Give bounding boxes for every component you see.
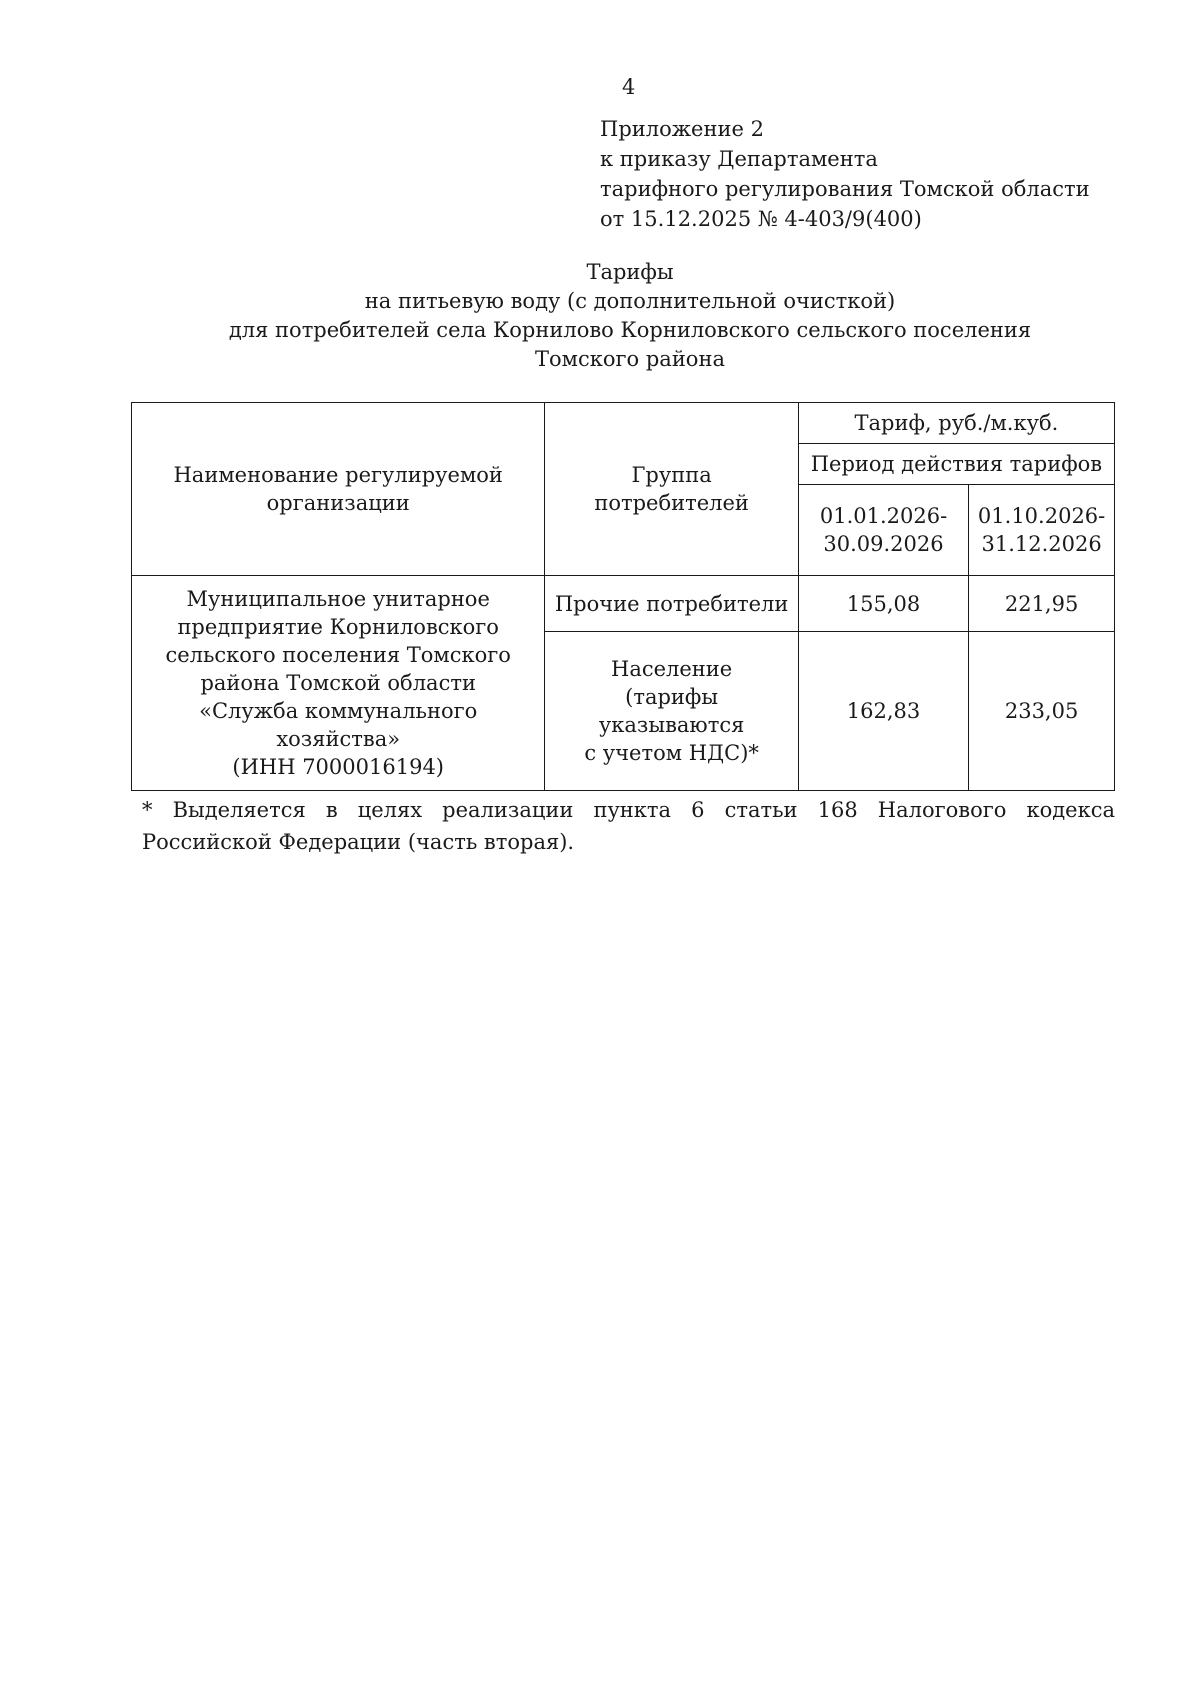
appendix-reference bbox=[600, 114, 1090, 234]
page-number: 4 bbox=[622, 75, 636, 99]
header-period-1: 01.01.2026- 30.09.2026 bbox=[798, 485, 968, 576]
appendix-line: к приказу Департамента bbox=[600, 147, 878, 171]
title-line: для потребителей села Корнилово Корниловского сельского поселения bbox=[228, 318, 1032, 342]
table-header-row bbox=[132, 403, 1115, 444]
title-line: Тарифы bbox=[586, 260, 674, 284]
header-tariff-unit: Тариф, руб./м.куб. bbox=[798, 403, 1114, 444]
cell-organization: Муниципальное унитарное предприятие Корниловского сельского поселения Томского района Томской области «Служба коммунального хозяйства» (ИНН 7000016194) bbox=[132, 576, 545, 791]
appendix-line: тарифного регулирования Томской области bbox=[600, 177, 1090, 201]
cell-consumer-group: Население (тарифы указываются с учетом НДС)* bbox=[545, 632, 798, 791]
appendix-line: Приложение 2 bbox=[600, 117, 764, 141]
header-organization: Наименование регулируемой организации bbox=[132, 403, 545, 576]
tariff-table bbox=[131, 402, 1115, 791]
cell-tariff-period-1: 155,08 bbox=[798, 576, 968, 632]
header-period: Период действия тарифов bbox=[798, 444, 1114, 485]
appendix-line: от 15.12.2025 № 4-403/9(400) bbox=[600, 207, 922, 231]
header-period-2: 01.10.2026- 31.12.2026 bbox=[969, 485, 1115, 576]
cell-consumer-group: Прочие потребители bbox=[545, 576, 798, 632]
footnote: * Выделяется в целях реализации пункта 6 статьи 168 Налогового кодекса Российской Федерации (часть вторая). bbox=[142, 798, 1115, 854]
table-row bbox=[132, 576, 1115, 632]
title-line: Томского района bbox=[535, 347, 725, 371]
header-consumer-group: Группа потребителей bbox=[545, 403, 798, 576]
cell-tariff-period-1: 162,83 bbox=[798, 632, 968, 791]
cell-tariff-period-2: 221,95 bbox=[969, 576, 1115, 632]
title-line: на питьевую воду (с дополнительной очисткой) bbox=[364, 289, 896, 313]
document-title bbox=[130, 258, 1130, 374]
cell-tariff-period-2: 233,05 bbox=[969, 632, 1115, 791]
